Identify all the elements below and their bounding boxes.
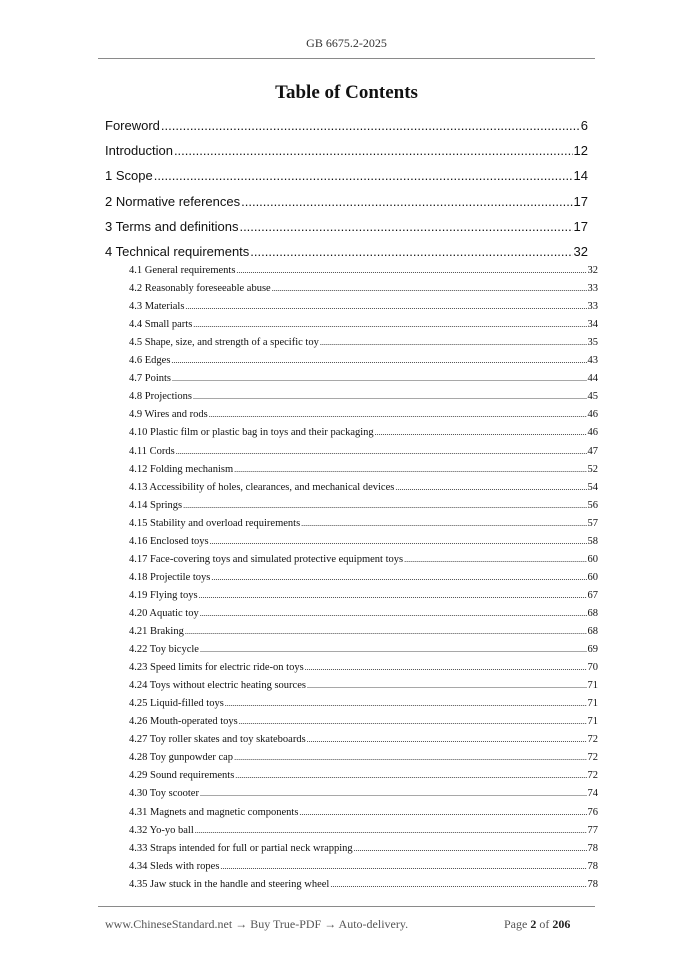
toc-entry-label: 4.26 Mouth-operated toys — [129, 716, 238, 728]
toc-leader-dots — [161, 118, 580, 133]
toc-entry-page: 45 — [587, 391, 598, 403]
toc-entry[interactable] — [129, 446, 598, 460]
toc-entry[interactable] — [129, 626, 598, 640]
toc-leader-dots — [225, 699, 587, 708]
toc-entry[interactable] — [129, 716, 598, 730]
toc-entry[interactable] — [129, 734, 598, 748]
toc-entry-page: 46 — [587, 409, 598, 421]
toc-entry[interactable] — [129, 319, 598, 333]
toc-entry-label: 4.20 Aquatic toy — [129, 607, 199, 619]
page-word: Page — [504, 917, 528, 931]
toc-leader-dots — [320, 338, 587, 347]
toc-entry[interactable] — [129, 843, 598, 857]
toc-entry-label: 4.6 Edges — [129, 355, 171, 367]
toc-leader-dots — [234, 753, 586, 762]
toc-entry-label: 4.9 Wires and rods — [129, 409, 208, 421]
toc-leader-dots — [235, 771, 586, 780]
toc-entry[interactable] — [129, 355, 598, 369]
toc-entry-page: 68 — [587, 607, 598, 619]
toc-entry-page: 34 — [587, 319, 598, 331]
toc-entry-page: 17 — [573, 193, 588, 209]
toc-entry-label: 4.25 Liquid-filled toys — [129, 698, 224, 710]
toc-entry-page: 69 — [587, 644, 598, 656]
toc-entry[interactable] — [105, 118, 588, 138]
toc-leader-dots — [193, 392, 587, 401]
toc-entry-page: 6 — [580, 118, 588, 133]
current-page: 2 — [530, 917, 537, 931]
toc-leader-dots — [299, 808, 586, 817]
toc-entry-page: 47 — [587, 445, 598, 457]
toc-entry-page: 43 — [587, 355, 598, 367]
toc-entry-label: 4.30 Toy scooter — [129, 788, 199, 800]
toc-entry[interactable] — [129, 590, 598, 604]
toc-entry-label: 4.10 Plastic film or plastic bag in toys and their packaging — [129, 427, 374, 439]
toc-entry[interactable] — [129, 644, 598, 658]
toc-leader-dots — [209, 410, 587, 419]
toc-entry-label: 4.27 Toy roller skates and toy skateboards — [129, 734, 306, 746]
toc-entry-label: 2 Normative references — [105, 193, 241, 209]
toc-leader-dots — [171, 356, 586, 365]
toc-leader-dots — [183, 501, 586, 510]
toc-leader-dots — [234, 465, 586, 474]
toc-entry-label: 4.33 Straps intended for full or partial neck wrapping — [129, 842, 353, 854]
toc-entry-label: 4 Technical requirements — [105, 244, 250, 259]
toc-leader-dots — [185, 627, 587, 636]
toc-entry[interactable] — [129, 536, 598, 550]
toc-entry-page: 57 — [587, 517, 598, 529]
toc-entry-label: 4.23 Speed limits for electric ride-on toys — [129, 662, 304, 674]
toc-entry-label: 4.14 Springs — [129, 499, 183, 511]
toc-entry[interactable] — [129, 500, 598, 514]
toc-entry[interactable] — [105, 219, 588, 239]
toc-entry-page: 35 — [587, 337, 598, 349]
toc-leader-dots — [301, 519, 586, 528]
toc-entry-label: 4.8 Projections — [129, 391, 192, 403]
toc-entry-label: 4.13 Accessibility of holes, clearances, and mechanical devices — [129, 481, 395, 493]
toc-leader-dots — [241, 194, 572, 209]
toc-entry-page: 72 — [587, 734, 598, 746]
toc-leader-dots — [199, 591, 587, 600]
toc-entry-page: 52 — [587, 463, 598, 475]
toc-entry-page: 46 — [587, 427, 598, 439]
toc-entry-label: 4.18 Projectile toys — [129, 571, 211, 583]
toc-entry[interactable] — [129, 554, 598, 568]
toc-entry[interactable] — [129, 391, 598, 405]
toc-entry[interactable] — [129, 825, 598, 839]
toc-entry-label: 3 Terms and definitions — [105, 218, 239, 234]
toc-entry-label: 4.1 General requirements — [129, 265, 236, 276]
toc-entry-label: Foreword — [105, 118, 160, 133]
toc-entry-page: 71 — [587, 698, 598, 710]
toc-leader-dots — [375, 428, 587, 437]
toc-entry-page: 32 — [587, 265, 598, 276]
toc-entry[interactable] — [129, 427, 598, 441]
toc-entry-label: 4.21 Braking — [129, 626, 184, 637]
toc-entry[interactable] — [129, 608, 598, 622]
toc-leader-dots — [307, 681, 587, 690]
toc-leader-dots — [200, 609, 587, 618]
toc-entry-label: 4.24 Toys without electric heating sources — [129, 680, 306, 692]
footer-divider — [98, 906, 595, 907]
toc-entry-page: 60 — [587, 571, 598, 583]
toc-leader-dots — [395, 483, 586, 492]
toc-entry[interactable] — [105, 168, 588, 188]
toc-entry-page: 74 — [587, 788, 598, 800]
of-word: of — [539, 917, 550, 931]
toc-leader-dots — [195, 826, 587, 835]
toc-entry[interactable] — [129, 337, 598, 351]
toc-entry[interactable] — [129, 879, 598, 893]
toc-entry-page: 77 — [587, 824, 598, 836]
toc-entry-page: 78 — [587, 842, 598, 854]
toc-entry[interactable] — [129, 788, 598, 802]
toc-leader-dots — [193, 320, 586, 329]
toc-entry-page: 54 — [587, 481, 598, 493]
toc-entry-page: 33 — [587, 283, 598, 295]
toc-entry-page: 78 — [587, 878, 598, 890]
toc-entry-page: 17 — [573, 218, 588, 234]
toc-entry-label: 4.28 Toy gunpowder cap — [129, 752, 234, 764]
toc-entry[interactable] — [129, 409, 598, 423]
toc-leader-dots — [250, 244, 572, 259]
toc-entry-page: 14 — [573, 168, 588, 184]
toc-entry-label: 4.4 Small parts — [129, 319, 193, 331]
toc-entry[interactable] — [129, 662, 598, 676]
toc-entry-label: 4.11 Cords — [129, 445, 175, 457]
toc-entry-label: 4.34 Sleds with ropes — [129, 860, 220, 872]
toc-entry-label: 4.3 Materials — [129, 301, 185, 313]
toc-entry[interactable] — [129, 861, 598, 875]
toc-entry-label: 4.2 Reasonably foreseeable abuse — [129, 283, 271, 295]
toc-entry-label: 4.7 Points — [129, 373, 172, 385]
toc-entry-label: Introduction — [105, 143, 173, 159]
toc-entry[interactable] — [129, 464, 598, 478]
toc-entry-page: 71 — [587, 680, 598, 692]
toc-entry[interactable] — [129, 518, 598, 532]
toc-leader-dots — [176, 447, 587, 456]
toc-entry-page: 12 — [573, 143, 588, 159]
toc-leader-dots — [200, 645, 587, 654]
toc-entry-page: 60 — [587, 553, 598, 565]
toc-entry-page: 78 — [587, 860, 598, 872]
toc-entry[interactable] — [105, 143, 588, 163]
toc-entry-label: 4.32 Yo-yo ball — [129, 824, 194, 836]
header-divider — [98, 58, 595, 59]
toc-entry[interactable] — [129, 698, 598, 712]
toc-entry-label: 1 Scope — [105, 168, 153, 184]
toc-entry-label: 4.12 Folding mechanism — [129, 463, 234, 475]
toc-entry-label: 4.31 Magnets and magnetic components — [129, 806, 299, 818]
page-header: GB 6675.2-2025 — [306, 36, 387, 50]
toc-entry-page: 70 — [587, 662, 598, 674]
toc-leader-dots — [172, 374, 586, 383]
toc-entry-page: 76 — [587, 806, 598, 818]
toc-leader-dots — [220, 862, 586, 871]
toc-entry-page: 56 — [587, 499, 598, 511]
toc-leader-dots — [211, 573, 586, 582]
toc-entry[interactable] — [129, 482, 598, 496]
toc-entry-label: 4.5 Shape, size, and strength of a specific toy — [129, 337, 319, 349]
toc-entry[interactable] — [105, 244, 588, 264]
toc-entry[interactable] — [129, 572, 598, 586]
toc-entry[interactable] — [129, 283, 598, 297]
toc-leader-dots — [404, 555, 586, 564]
toc-leader-dots — [239, 717, 587, 726]
toc-entry-label: 4.29 Sound requirements — [129, 770, 235, 782]
toc-entry[interactable] — [129, 301, 598, 315]
toc-entry-label: 4.16 Enclosed toys — [129, 535, 209, 547]
toc-entry-label: 4.19 Flying toys — [129, 589, 198, 601]
toc-entry[interactable] — [105, 194, 588, 214]
toc-entry[interactable] — [129, 265, 598, 279]
toc-entry-page: 67 — [587, 589, 598, 601]
toc-entry[interactable] — [129, 770, 598, 784]
toc-entry[interactable] — [129, 373, 598, 387]
toc-entry-label: 4.22 Toy bicycle — [129, 644, 199, 656]
toc-leader-dots — [330, 880, 586, 889]
toc-entry-page: 44 — [587, 373, 598, 385]
page-title: Table of Contents — [275, 82, 418, 103]
toc-leader-dots — [305, 663, 587, 672]
toc-entry-page: 58 — [587, 535, 598, 547]
toc-entry-page: 32 — [573, 244, 588, 259]
footer-link[interactable]: www.ChineseStandard.net → Buy True-PDF → Auto-delivery. — [105, 917, 409, 931]
toc-leader-dots — [272, 284, 587, 293]
toc-entry-label: 4.35 Jaw stuck in the handle and steering wheel — [129, 878, 330, 890]
toc-entry[interactable] — [129, 752, 598, 766]
toc-leader-dots — [239, 219, 572, 234]
toc-leader-dots — [174, 143, 573, 158]
toc-leader-dots — [307, 735, 587, 744]
toc-entry-page: 33 — [587, 301, 598, 313]
toc-leader-dots — [236, 266, 586, 275]
toc-leader-dots — [354, 844, 587, 853]
page-number — [504, 917, 570, 932]
toc-leader-dots — [154, 168, 573, 183]
toc-entry-page: 72 — [587, 752, 598, 764]
total-pages: 206 — [552, 917, 571, 931]
toc-leader-dots — [210, 537, 587, 546]
toc-leader-dots — [185, 302, 586, 311]
toc-entry-label: 4.15 Stability and overload requirements — [129, 517, 301, 529]
toc-entry[interactable] — [129, 807, 598, 821]
toc-leader-dots — [200, 789, 587, 798]
toc-entry-page: 71 — [587, 716, 598, 728]
toc-entry-page: 68 — [587, 626, 598, 637]
toc-entry-label: 4.17 Face-covering toys and simulated protective equipment toys — [129, 553, 404, 565]
toc-entry-page: 72 — [587, 770, 598, 782]
toc-entry[interactable] — [129, 680, 598, 694]
